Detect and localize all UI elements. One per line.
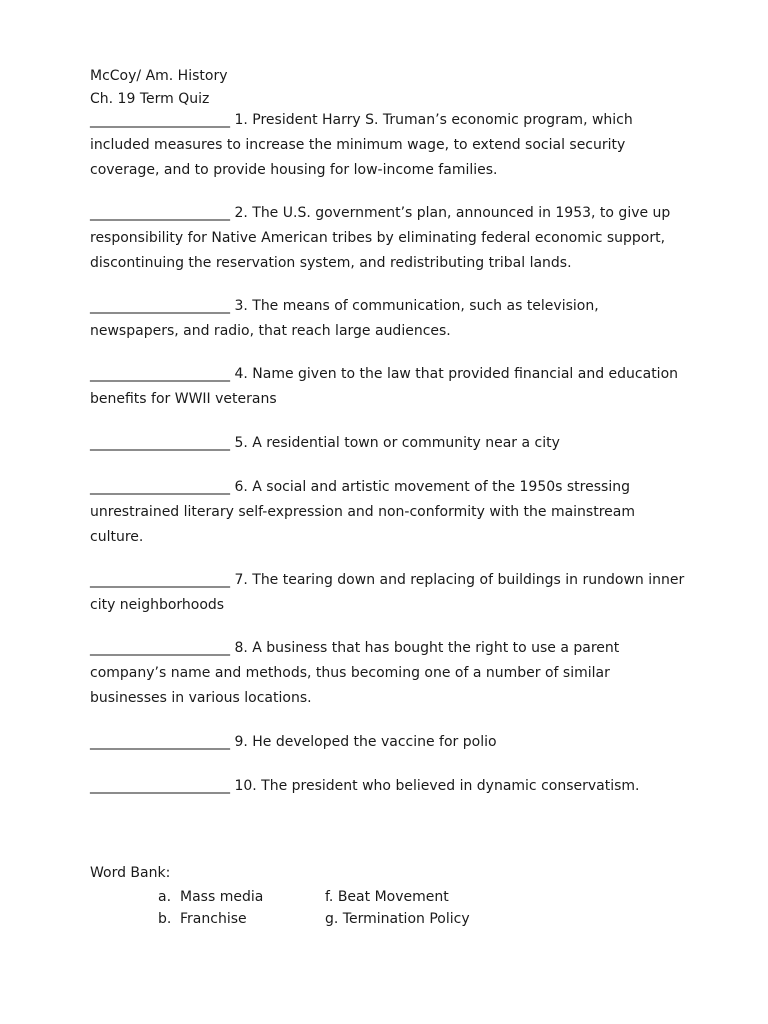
question-text: 5. A residential town or community near a city [234, 435, 560, 451]
question-text: 4. Name given to the law that provided financial and education benefits for WWII veterans [90, 366, 679, 407]
question-6 [90, 475, 690, 550]
question-text: 8. A business that has bought the right to use a parent company’s name and methods, thus becoming one of a number of similar businesses in various locations. [90, 640, 620, 706]
answer-blank: ____________________ [90, 435, 230, 451]
answer-blank: ____________________ [90, 205, 230, 221]
word-bank-letter: a. [158, 889, 172, 905]
answer-blank: ____________________ [90, 778, 230, 794]
question-4 [90, 362, 690, 412]
question-1 [90, 108, 690, 183]
quiz-title: Ch. 19 Term Quiz [90, 91, 210, 107]
question-text: 9. He developed the vaccine for polio [234, 734, 497, 750]
answer-blank: ____________________ [90, 298, 230, 314]
question-8 [90, 636, 690, 711]
question-text: 3. The means of communication, such as television, newspapers, and radio, that reach large audiences. [90, 298, 599, 339]
word-bank-item [325, 886, 449, 908]
word-bank-item [158, 908, 247, 930]
question-10 [90, 774, 690, 799]
question-text: 10. The president who believed in dynamic conservatism. [234, 778, 640, 794]
word-bank-term: Termination Policy [342, 911, 470, 927]
answer-blank: ____________________ [90, 734, 230, 750]
question-3 [90, 294, 690, 344]
answer-blank: ____________________ [90, 572, 230, 588]
question-text: 6. A social and artistic movement of the 1950s stressing unrestrained literary self-expression and non-conformity with the mainstream culture. [90, 479, 635, 545]
question-7 [90, 568, 690, 618]
word-bank-letter: g. [325, 911, 339, 927]
word-bank-term: Beat Movement [337, 889, 449, 905]
word-bank-letter: f. [325, 889, 334, 905]
answer-blank: ____________________ [90, 640, 230, 656]
question-9 [90, 730, 690, 755]
question-2 [90, 201, 690, 276]
word-bank-item [325, 908, 470, 930]
word-bank-term: Mass media [180, 889, 264, 905]
word-bank-title: Word Bank: [90, 865, 171, 881]
question-text: 2. The U.S. government’s plan, announced in 1953, to give up responsibility for Native American tribes by eliminating federal economic support, discontinuing the reservation system, and redistributing tribal lands. [90, 205, 671, 271]
question-text: 7. The tearing down and replacing of buildings in rundown inner city neighborhoods [90, 572, 685, 613]
answer-blank: ____________________ [90, 366, 230, 382]
word-bank-letter: b. [158, 911, 172, 927]
question-5 [90, 431, 690, 456]
word-bank-term: Franchise [180, 911, 247, 927]
question-text: 1. President Harry S. Truman’s economic program, which included measures to increase the minimum wage, to extend social security coverage, and to provide housing for low-income families. [90, 112, 633, 178]
answer-blank: ____________________ [90, 112, 230, 128]
word-bank-item [158, 886, 263, 908]
answer-blank: ____________________ [90, 479, 230, 495]
course-title: McCoy/ Am. History [90, 68, 228, 84]
